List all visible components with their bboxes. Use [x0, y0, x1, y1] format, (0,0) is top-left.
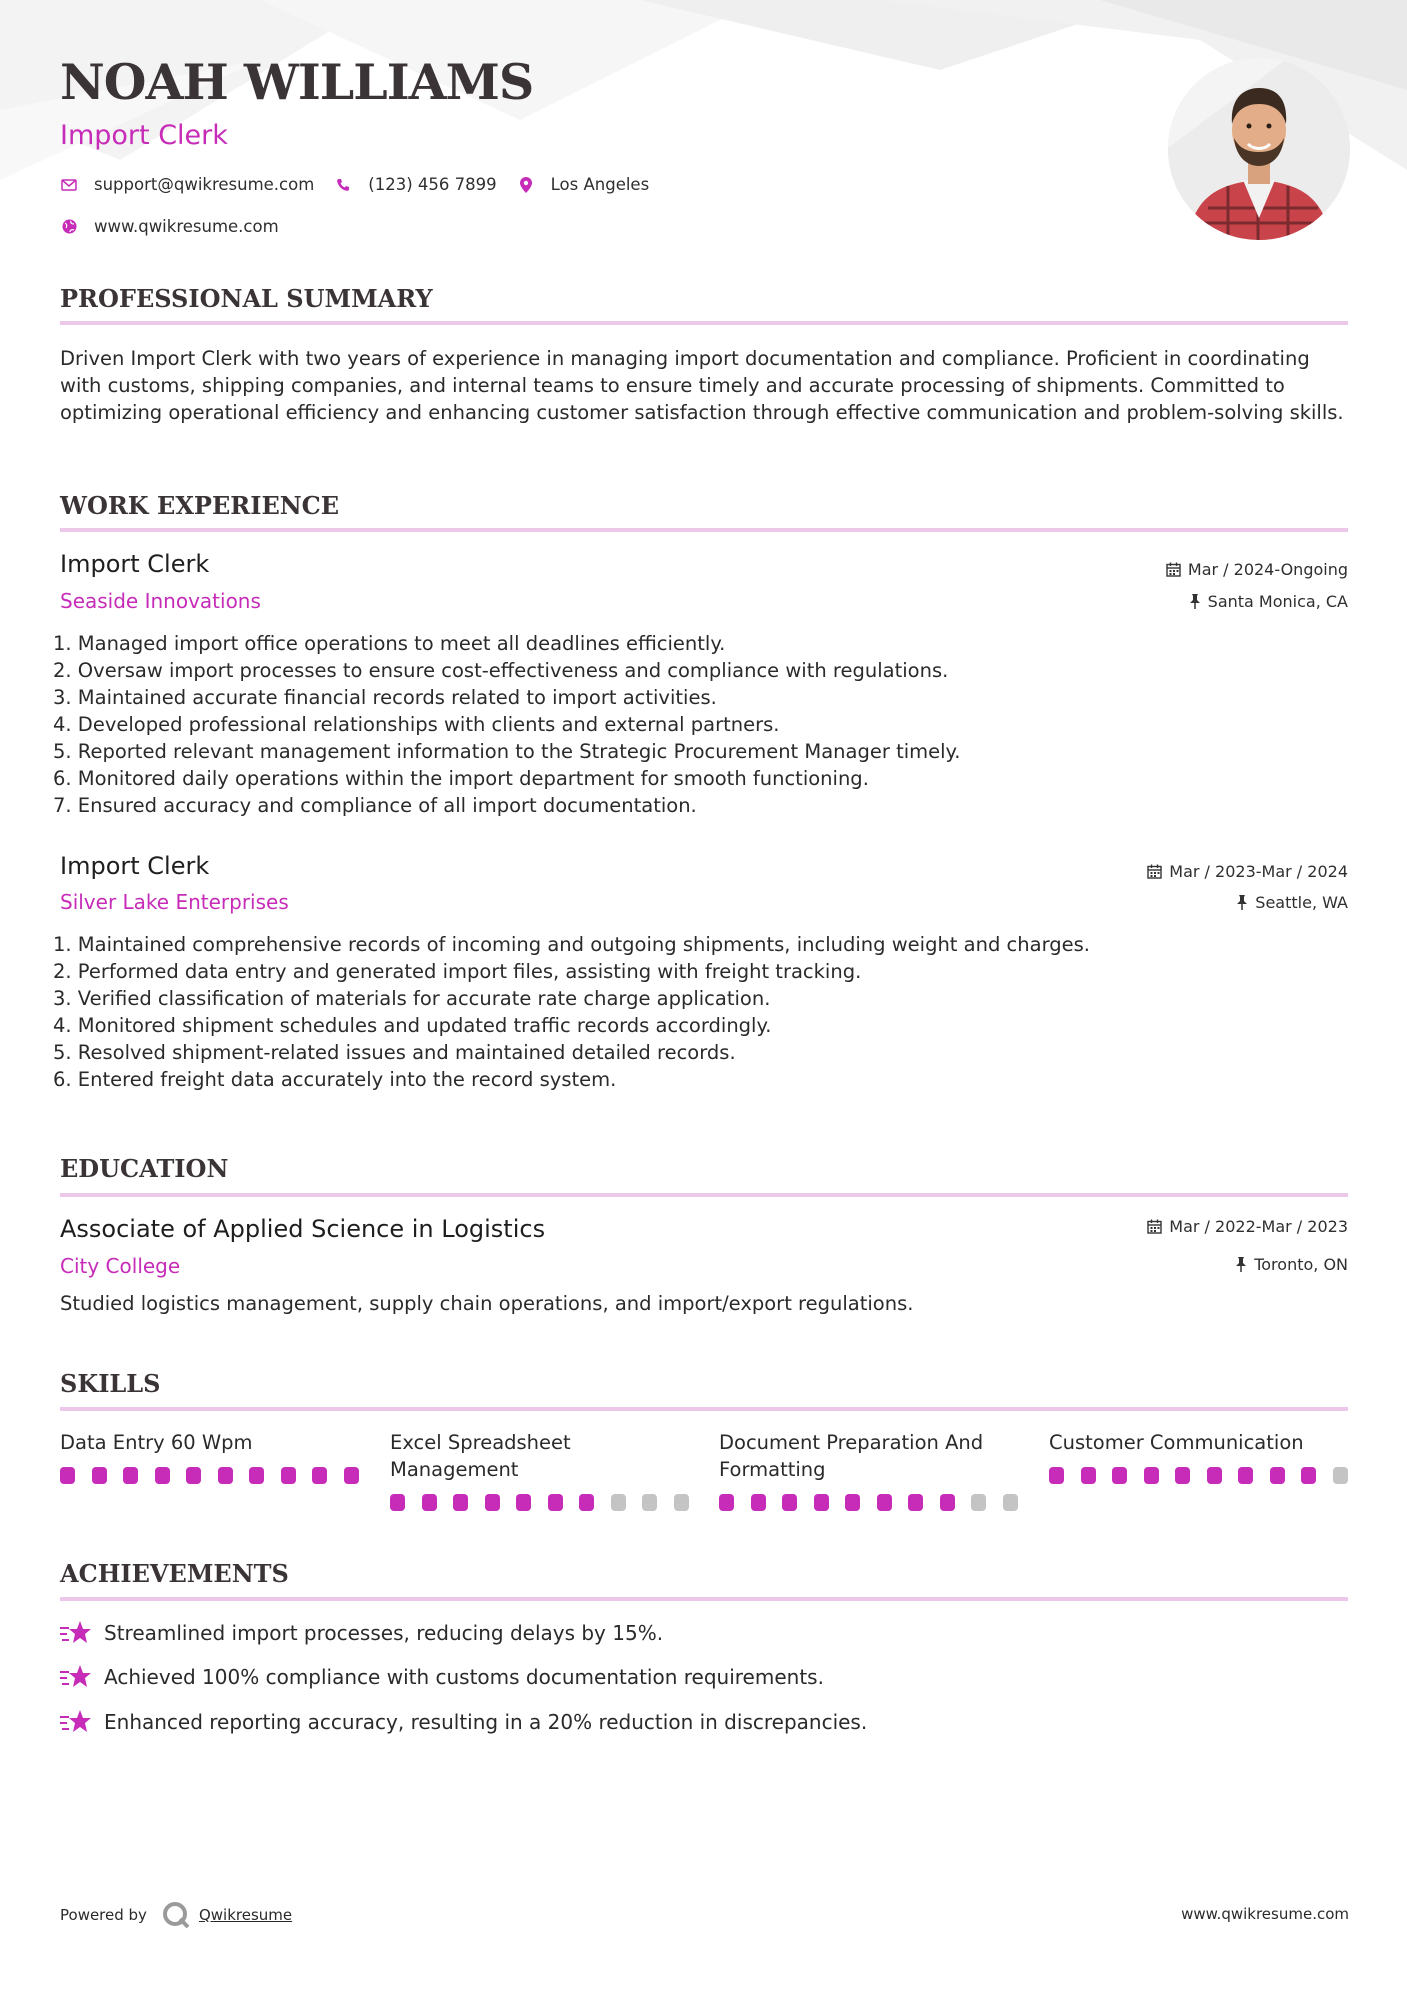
skill-dot-filled	[908, 1494, 923, 1511]
skill-dot-filled	[516, 1494, 531, 1511]
skill-dot-filled	[1049, 1467, 1064, 1484]
school-name: City College	[60, 1254, 181, 1278]
contact-email[interactable]: support@qwikresume.com	[94, 175, 315, 194]
skill-dot-filled	[1144, 1467, 1159, 1484]
skill-dot-empty	[611, 1494, 626, 1511]
envelope-icon	[60, 176, 78, 194]
job-dates-text: Mar / 2024-Ongoing	[1187, 560, 1348, 579]
section-title-summary: PROFESSIONAL SUMMARY	[60, 284, 433, 313]
job-company: Silver Lake Enterprises	[60, 890, 289, 914]
section-divider	[60, 528, 1348, 532]
degree-title: Associate of Applied Science in Logistics	[60, 1215, 546, 1243]
list-item: 1. Maintained comprehensive records of incoming and outgoing shipments, including weight and charges.	[53, 933, 1090, 956]
section-divider	[60, 1193, 1348, 1197]
skill-dot-filled	[218, 1467, 233, 1484]
achievement-text: Enhanced reporting accuracy, resulting in a 20% reduction in discrepancies.	[104, 1710, 868, 1734]
skill-dot-filled	[281, 1467, 296, 1484]
skill-dot-filled	[60, 1467, 75, 1484]
achievement-text: Achieved 100% compliance with customs documentation requirements.	[104, 1665, 824, 1689]
achievement-item	[60, 1664, 824, 1690]
achievement-item	[60, 1620, 663, 1646]
contact-location: Los Angeles	[550, 175, 650, 194]
achievement-text: Streamlined import processes, reducing delays by 15%.	[104, 1621, 664, 1645]
section-title-achievements: ACHIEVEMENTS	[60, 1559, 289, 1588]
phone-icon	[334, 176, 352, 194]
list-item: 5. Reported relevant management information to the Strategic Procurement Manager timely.	[53, 740, 961, 763]
skill-dot-empty	[971, 1494, 986, 1511]
job-location	[1189, 592, 1348, 611]
skill-dot-filled	[579, 1494, 594, 1511]
skill-dot-filled	[312, 1467, 327, 1484]
list-item: 3. Verified classification of materials for accurate rate charge application.	[53, 987, 771, 1010]
job-dates	[1166, 560, 1348, 579]
contact-row-primary	[60, 175, 669, 194]
education-description: Studied logistics management, supply chain operations, and import/export regulations.	[60, 1292, 914, 1315]
job-title: Import Clerk	[60, 852, 210, 880]
skill-rating	[1049, 1467, 1364, 1484]
job-title: Import Clerk	[60, 550, 210, 578]
skill-item	[719, 1429, 1019, 1483]
skill-dot-filled	[422, 1494, 437, 1511]
skill-dot-empty	[1003, 1494, 1018, 1511]
skill-dot-filled	[485, 1494, 500, 1511]
skill-item	[1049, 1429, 1349, 1456]
skill-name: Data Entry 60 Wpm	[60, 1431, 253, 1454]
list-item: 2. Oversaw import processes to ensure cost-effectiveness and compliance with regulations.	[53, 659, 949, 682]
contact-row-secondary	[60, 217, 299, 236]
skill-name: Excel Spreadsheet Management	[390, 1431, 571, 1481]
skill-name: Customer Communication	[1049, 1431, 1304, 1454]
qwikresume-link[interactable]: Qwikresume	[198, 1906, 293, 1924]
job-company: Seaside Innovations	[60, 589, 261, 613]
skill-dot-filled	[845, 1494, 860, 1511]
job-location-text: Seattle, WA	[1255, 893, 1348, 912]
skill-item	[60, 1429, 360, 1456]
skill-dot-filled	[814, 1494, 829, 1511]
skill-dot-filled	[751, 1494, 766, 1511]
skill-dot-filled	[1301, 1467, 1316, 1484]
skill-dot-filled	[390, 1494, 405, 1511]
qwikresume-logo-icon	[161, 1900, 191, 1930]
skill-name: Document Preparation And Formatting	[719, 1431, 984, 1481]
education-location	[1235, 1255, 1348, 1274]
calendar-icon	[1147, 864, 1162, 879]
skill-dot-empty	[674, 1494, 689, 1511]
skill-dot-filled	[1207, 1467, 1222, 1484]
section-title-skills: SKILLS	[60, 1369, 161, 1398]
section-title-education: EDUCATION	[60, 1154, 229, 1183]
skill-dot-filled	[1112, 1467, 1127, 1484]
pushpin-icon	[1235, 1257, 1247, 1272]
skill-dot-filled	[453, 1494, 468, 1511]
list-item: 6. Entered freight data accurately into the record system.	[53, 1068, 617, 1091]
list-item: 6. Monitored daily operations within the import department for smooth functioning.	[53, 767, 869, 790]
section-title-experience: WORK EXPERIENCE	[60, 491, 340, 520]
skill-dot-empty	[1333, 1467, 1348, 1484]
skill-rating	[719, 1494, 1034, 1511]
profile-photo	[1168, 58, 1350, 240]
pushpin-icon	[1236, 895, 1248, 910]
list-item: 2. Performed data entry and generated import files, assisting with freight tracking.	[53, 960, 862, 983]
skill-dot-filled	[719, 1494, 734, 1511]
skill-rating	[60, 1467, 375, 1484]
skill-dot-filled	[548, 1494, 563, 1511]
footer-powered-by	[60, 1900, 292, 1930]
skill-dot-filled	[155, 1467, 170, 1484]
calendar-icon	[1166, 562, 1181, 577]
skill-rating	[390, 1494, 705, 1511]
globe-icon	[60, 218, 78, 236]
achievement-item	[60, 1709, 867, 1735]
education-location-text: Toronto, ON	[1254, 1255, 1348, 1274]
list-item: 7. Ensured accuracy and compliance of all import documentation.	[53, 794, 697, 817]
star-icon	[60, 1620, 92, 1646]
skill-dot-filled	[940, 1494, 955, 1511]
skill-dot-empty	[642, 1494, 657, 1511]
section-divider	[60, 1407, 1348, 1411]
skill-dot-filled	[92, 1467, 107, 1484]
skill-dot-filled	[123, 1467, 138, 1484]
section-divider	[60, 321, 1348, 325]
candidate-role: Import Clerk	[60, 120, 228, 151]
skill-dot-filled	[782, 1494, 797, 1511]
star-icon	[60, 1664, 92, 1690]
list-item: 4. Developed professional relationships with clients and external partners.	[53, 713, 780, 736]
job-responsibilities	[53, 630, 1353, 819]
skill-item	[390, 1429, 690, 1483]
skill-dot-filled	[1270, 1467, 1285, 1484]
contact-phone[interactable]: (123) 456 7899	[368, 175, 497, 194]
education-dates-text: Mar / 2022-Mar / 2023	[1169, 1217, 1348, 1236]
list-item: 4. Monitored shipment schedules and updated traffic records accordingly.	[53, 1014, 772, 1037]
list-item: 5. Resolved shipment-related issues and maintained detailed records.	[53, 1041, 736, 1064]
contact-website[interactable]: www.qwikresume.com	[94, 217, 279, 236]
skill-dot-filled	[1175, 1467, 1190, 1484]
star-icon	[60, 1709, 92, 1735]
section-divider	[60, 1597, 1348, 1601]
skill-dot-filled	[344, 1467, 359, 1484]
skill-dot-filled	[877, 1494, 892, 1511]
candidate-name: NOAH WILLIAMS	[60, 53, 534, 111]
skill-dot-filled	[186, 1467, 201, 1484]
skill-dot-filled	[1081, 1467, 1096, 1484]
education-dates	[1147, 1217, 1348, 1236]
job-dates-text: Mar / 2023-Mar / 2024	[1169, 862, 1348, 881]
summary-text: Driven Import Clerk with two years of experience in managing import documentation and compliance. Proficient in coordinating with customs, shipping companies, and internal teams to ensure timely and accurate processing of shipments. Committed to optimizing operational efficiency and enhancing customer satisfaction through effective communication and problem-solving skills.	[60, 347, 1344, 424]
job-location-text: Santa Monica, CA	[1207, 592, 1348, 611]
pushpin-icon	[1189, 594, 1201, 609]
map-pin-icon	[517, 176, 535, 194]
list-item: 3. Maintained accurate financial records related to import activities.	[53, 686, 717, 709]
footer-website[interactable]: www.qwikresume.com	[1181, 1905, 1349, 1923]
skill-dot-filled	[249, 1467, 264, 1484]
job-responsibilities	[53, 931, 1353, 1093]
skill-dot-filled	[1238, 1467, 1253, 1484]
job-location	[1236, 893, 1348, 912]
job-dates	[1147, 862, 1348, 881]
list-item: 1. Managed import office operations to meet all deadlines efficiently.	[53, 632, 726, 655]
calendar-icon	[1147, 1219, 1162, 1234]
powered-by-label: Powered by	[60, 1906, 147, 1924]
